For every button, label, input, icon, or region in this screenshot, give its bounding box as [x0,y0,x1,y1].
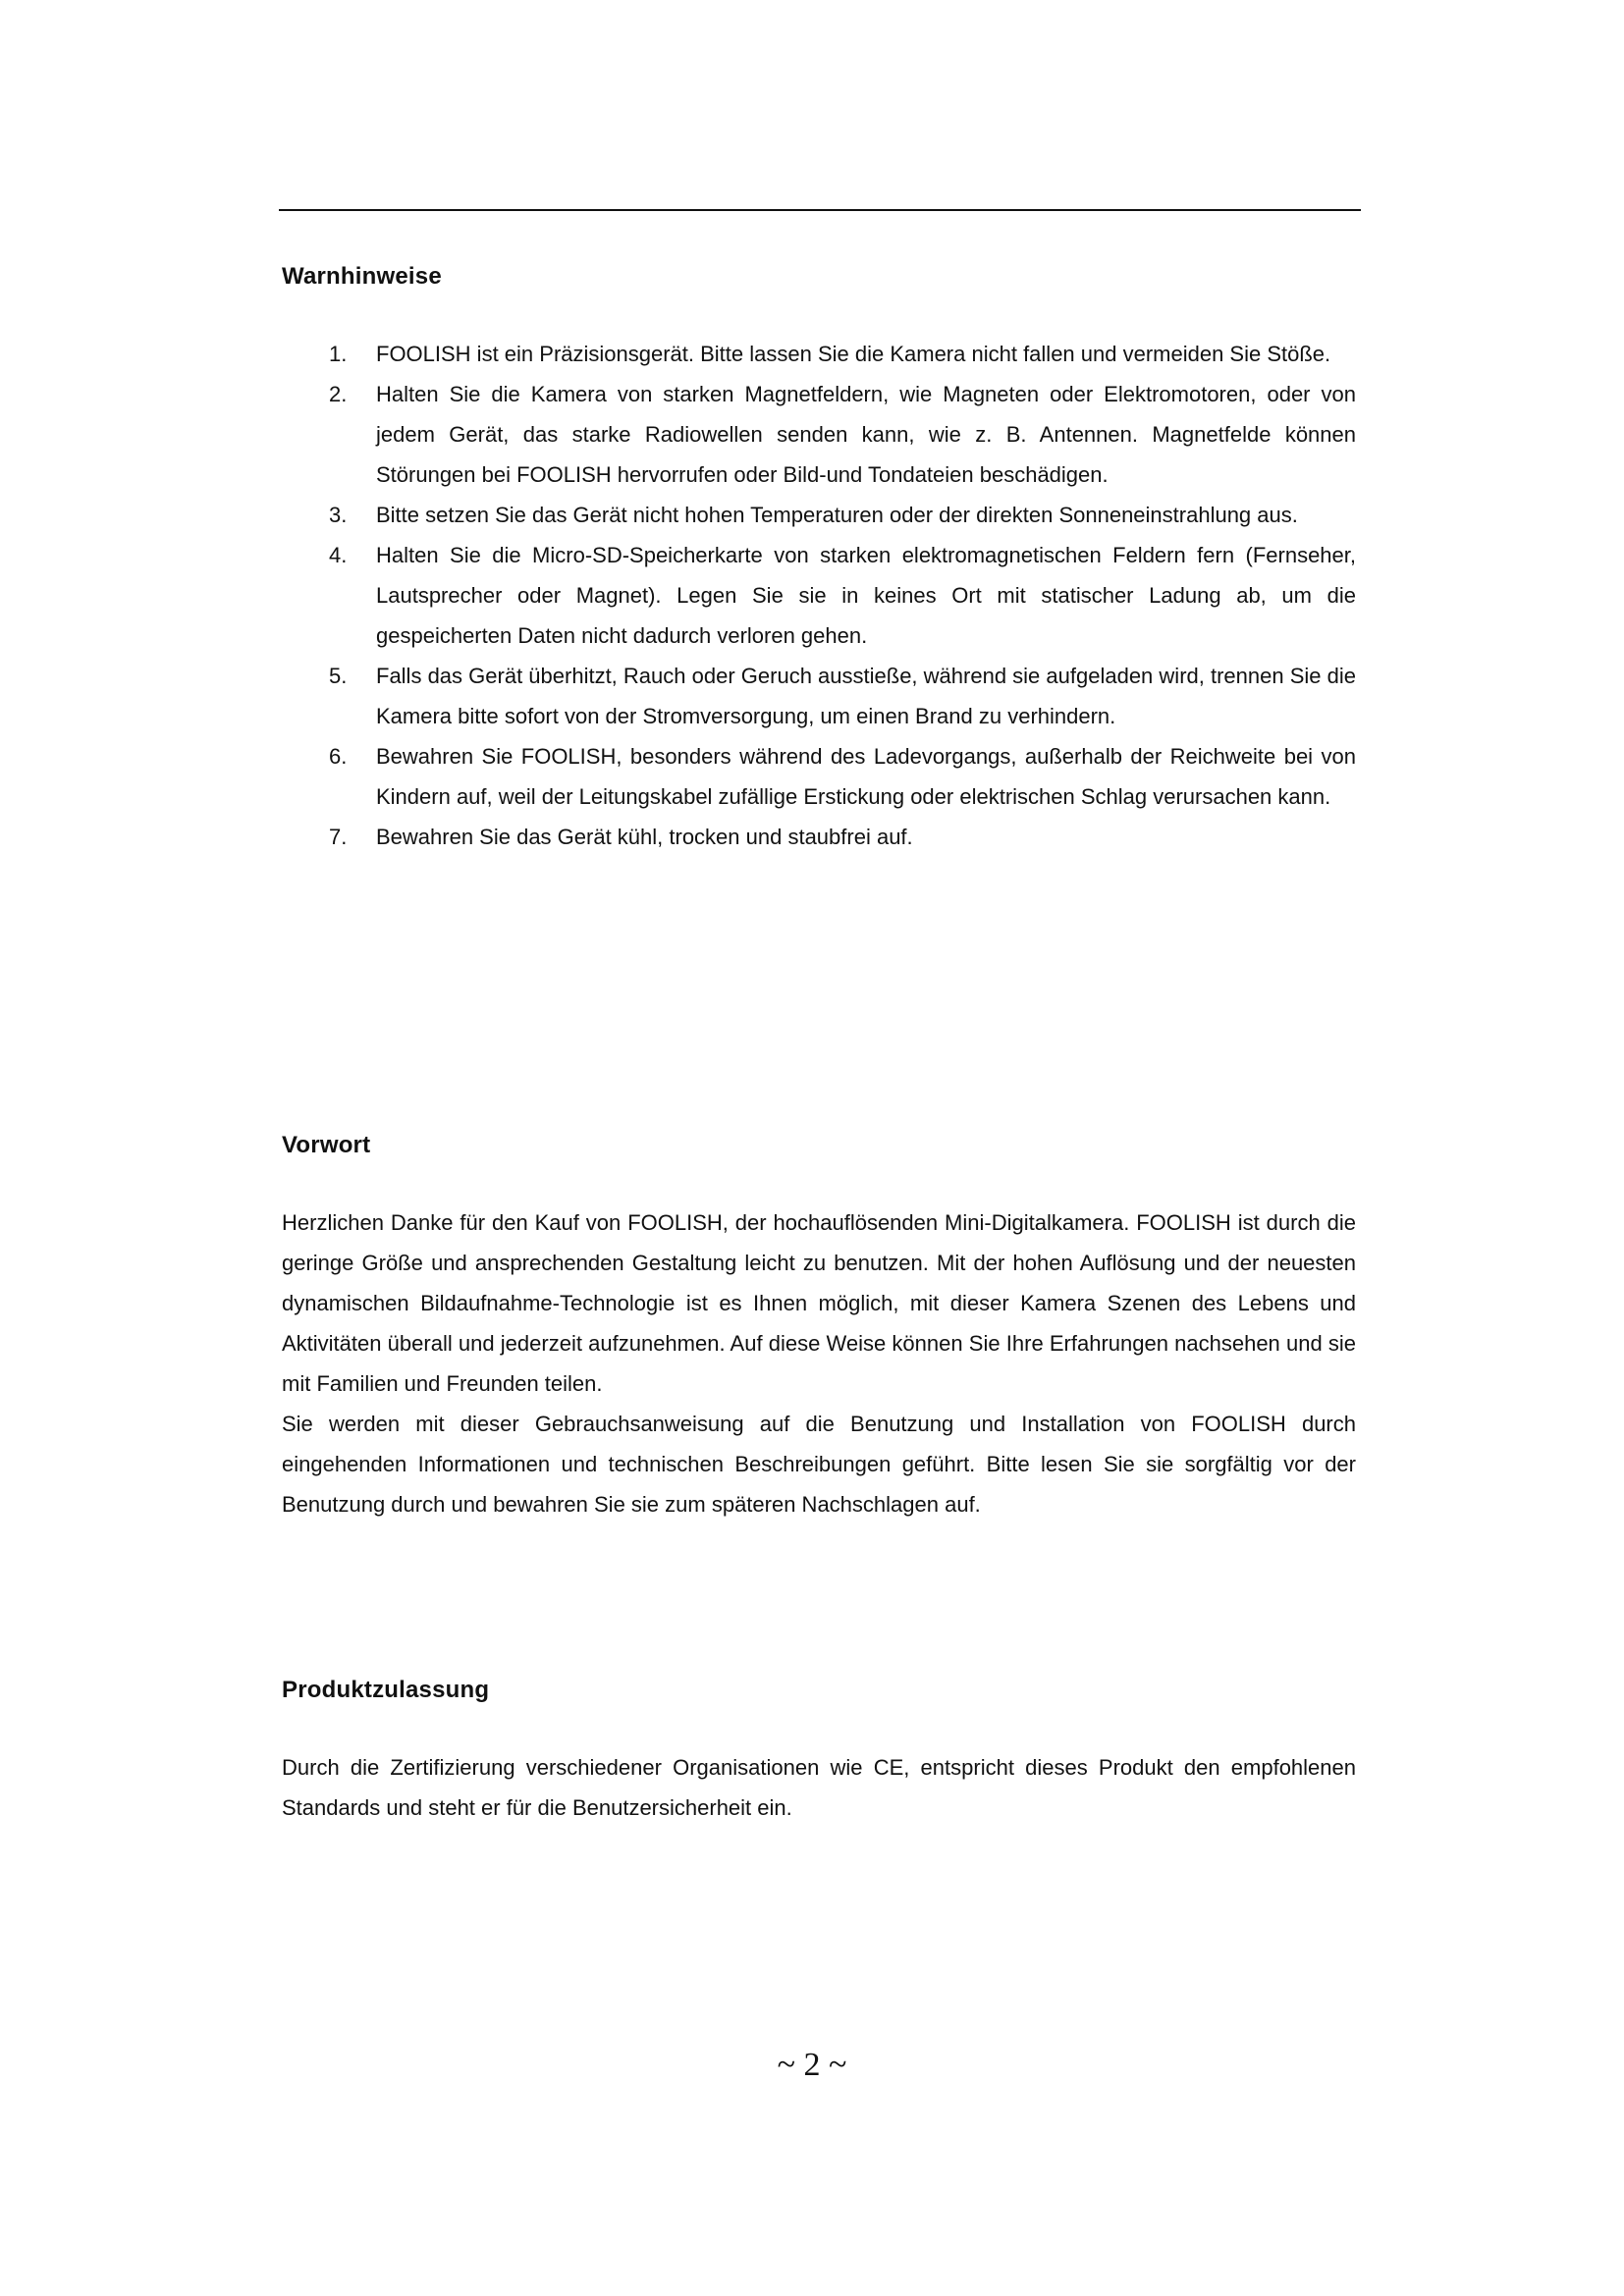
list-item-text: Bitte setzen Sie das Gerät nicht hohen Temperaturen oder der direkten Sonneneinstrahlung aus. [376,503,1298,527]
produktzulassung-title: Produktzulassung [282,1677,490,1703]
warnhinweise-list [282,334,1356,857]
list-item-number: 2. [329,382,348,406]
list-item-number: 5. [329,664,348,688]
list-item [282,817,1356,857]
vorwort-paragraph: Sie werden mit dieser Gebrauchsanweisung auf die Benutzung und Installation von FOOLISH durch eingehenden Informationen und technischen Beschreibungen geführt. Bitte lesen Sie sie sorgfältig vor der Benutzung durch und bewahren Sie sie zum späteren Nachschlagen auf. [282,1412,1356,1517]
list-item [282,736,1356,817]
vorwort-title: Vorwort [282,1132,371,1158]
warnhinweise-title: Warnhinweise [282,263,442,290]
header-rule [279,209,1361,211]
list-item [282,535,1356,656]
list-item [282,495,1356,535]
produktzulassung-section [282,1671,1356,1828]
list-item [282,656,1356,736]
page-number: ~ 2 ~ [777,2047,847,2083]
list-item-text: FOOLISH ist ein Präzisionsgerät. Bitte lassen Sie die Kamera nicht fallen und vermeiden Sie Stöße. [376,342,1331,366]
vorwort-section [282,1126,1356,1524]
list-item-number: 3. [329,503,348,527]
vorwort-paragraph: Herzlichen Danke für den Kauf von FOOLISH, der hochauflösenden Mini-Digitalkamera. FOOLISH ist durch die geringe Größe und ansprechenden Gestaltung leicht zu benutzen. Mit der hohen Auflösung und der neuesten dynamischen Bildaufnahme-Technologie ist es Ihnen möglich, mit dieser Kamera Szenen des Lebens und Aktivitäten überall und jederzeit aufzunehmen. Auf diese Weise können Sie Ihre Erfahrungen nachsehen und sie mit Familien und Freunden teilen. [282,1210,1356,1396]
produktzulassung-paragraph: Durch die Zertifizierung verschiedener Organisationen wie CE, entspricht dieses Produkt den empfohlenen Standards und steht er für die Benutzersicherheit ein. [282,1755,1356,1820]
list-item [282,334,1356,374]
list-item-number: 7. [329,825,348,849]
list-item-number: 1. [329,342,348,366]
warnhinweise-section [282,257,1356,857]
list-item-text: Halten Sie die Kamera von starken Magnetfeldern, wie Magneten oder Elektromotoren, oder von jedem Gerät, das starke Radiowellen senden kann, wie z. B. Antennen. Magnetfelde können Störungen bei FOOLISH hervorrufen oder Bild-und Tondateien beschädigen. [376,382,1356,487]
list-item-text: Bewahren Sie das Gerät kühl, trocken und staubfrei auf. [376,825,913,849]
list-item [282,374,1356,495]
list-item-number: 6. [329,744,348,769]
list-item-text: Bewahren Sie FOOLISH, besonders während des Ladevorgangs, außerhalb der Reichweite bei von Kindern auf, weil der Leitungskabel zufällige Erstickung oder elektrischen Schlag verursachen kann. [376,744,1356,809]
list-item-text: Falls das Gerät überhitzt, Rauch oder Geruch ausstieße, während sie aufgeladen wird, trennen Sie die Kamera bitte sofort von der Stromversorgung, um einen Brand zu verhindern. [376,664,1356,728]
list-item-text: Halten Sie die Micro-SD-Speicherkarte von starken elektromagnetischen Feldern fern (Fernseher, Lautsprecher oder Magnet). Legen Sie sie in keines Ort mit statischer Ladung ab, um die gespeicherten Daten nicht dadurch verloren gehen. [376,543,1356,648]
list-item-number: 4. [329,543,348,567]
